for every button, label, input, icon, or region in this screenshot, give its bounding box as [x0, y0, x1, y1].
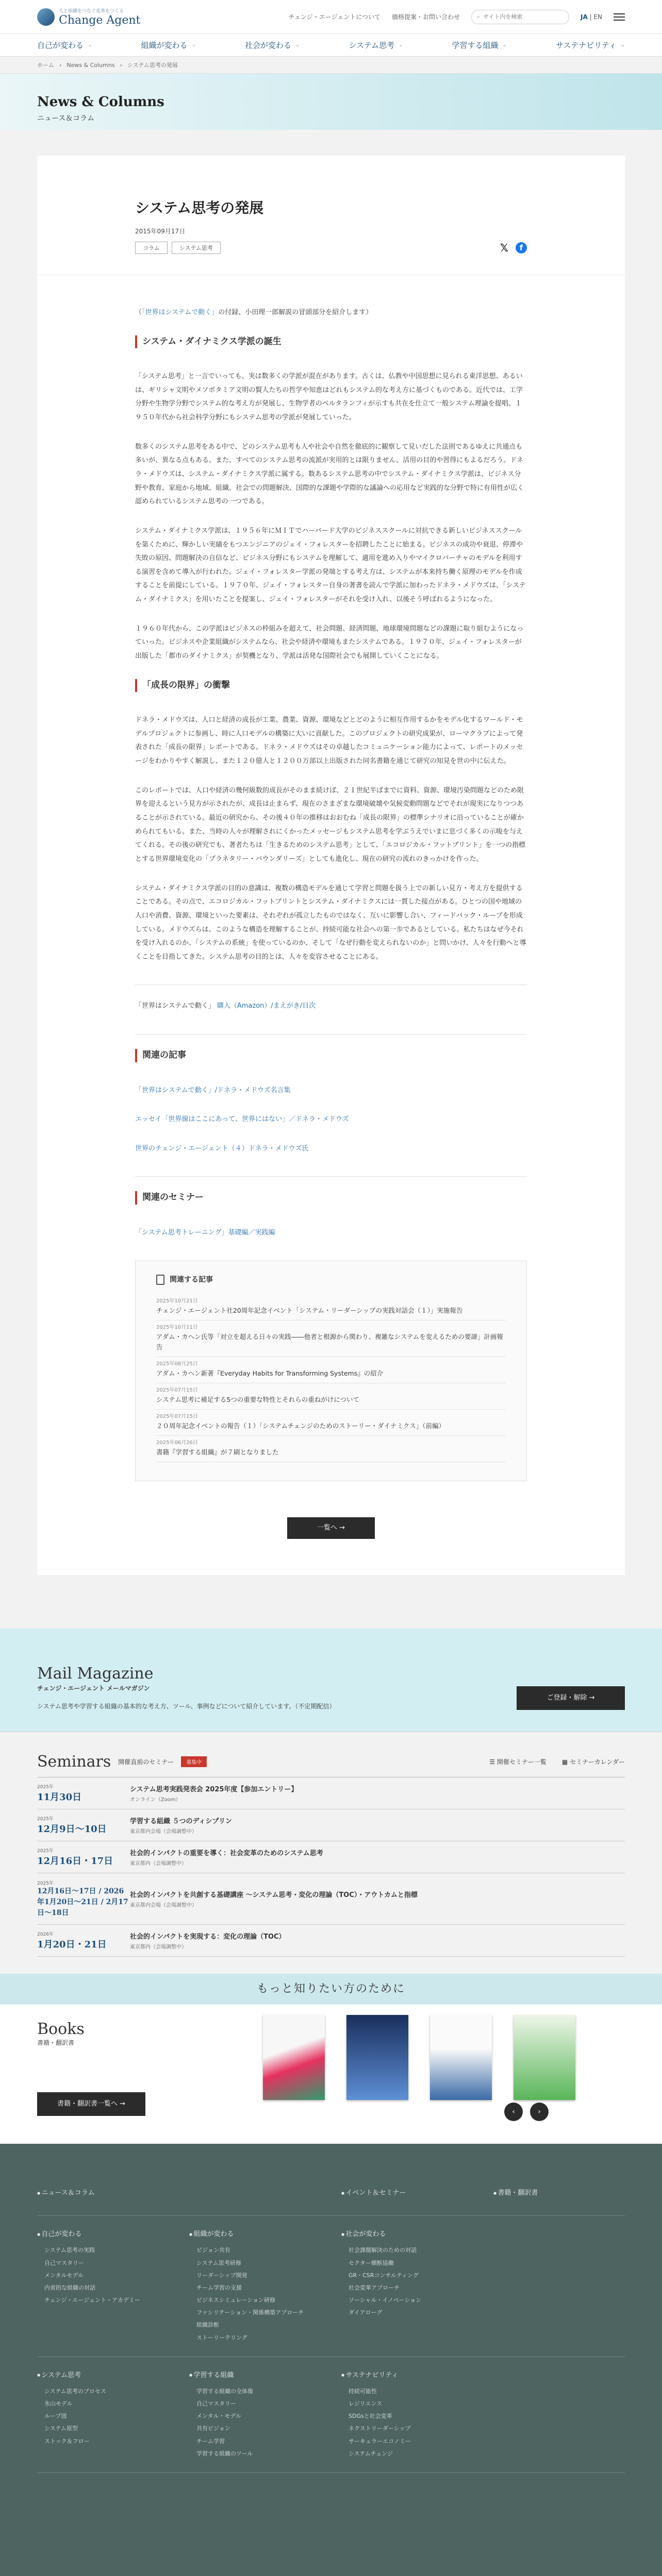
- facebook-icon[interactable]: f: [516, 242, 527, 253]
- seminars-subtitle: 開催直前のセミナー: [118, 1758, 174, 1766]
- footer-link[interactable]: 学習する組織のツール: [196, 2450, 253, 2457]
- about-link[interactable]: チェンジ・エージェントについて: [288, 13, 380, 21]
- footer-link[interactable]: 共有ビジョン: [196, 2425, 230, 2432]
- footer-link[interactable]: 持続可能性: [349, 2387, 377, 2395]
- books-subtitle: 書籍・翻訳書: [37, 2039, 75, 2047]
- footer-link[interactable]: ダイアローグ: [349, 2309, 383, 2316]
- footer-link[interactable]: チーム学習の支援: [196, 2284, 242, 2291]
- footer-link[interactable]: チェンジ・エージェント・アカデミー: [44, 2297, 140, 2304]
- footer-link[interactable]: セクター横断協働: [349, 2259, 394, 2266]
- footer-link[interactable]: ループ図: [44, 2413, 67, 2420]
- gnav-item-org[interactable]: 組織が変わる ⌄: [141, 41, 196, 50]
- seminar-row[interactable]: 2025年 12月16日～17日 / 2026年1月20日～21日 / 2月17日～18日 社会的インパクトを共創する基礎講座 ～システム思考・変化の理論（TOC）・アウトカムと指標 東京都内会場（会場調整中）: [37, 1873, 625, 1925]
- related-articles-list: [135, 1084, 527, 1156]
- related-item[interactable]: 2025年10月11日 アダム・カヘン氏等「対立を超える日々の実践――他者と根源から関わり、複雑なシステムを変えるための要諦」計画報告: [156, 1320, 506, 1357]
- chevron-down-icon: ⌄: [399, 42, 403, 48]
- logo-mark-icon: [37, 8, 55, 26]
- mail-subtitle: チェンジ・エージェント メールマガジン: [37, 1685, 150, 1692]
- language-switch[interactable]: JA | EN: [581, 13, 602, 21]
- books-title: Books: [37, 2020, 85, 2039]
- seminar-row[interactable]: 2025年 12月16日・17日 社会的インパクトの重要を導く：社会変革のためのシステム思考 東京都内（会場調整中）: [37, 1841, 625, 1873]
- footer-link[interactable]: 学習する組織の全体像: [196, 2387, 253, 2395]
- tag-column[interactable]: コラム: [135, 242, 168, 254]
- footer-link[interactable]: ファシリテーション・関係構築アプローチ: [196, 2309, 304, 2316]
- footer-link[interactable]: 内省的な組織の対話: [44, 2284, 95, 2291]
- paragraph: システム・ダイナミクス学派は、１９５６年にＭＩＴでハーバード大学のビジネススクールに対抗できる新しいビジネススクールを第くために、輝かしい実績をもつエンジニアのジェイ・フォレスターを招聘したことに始まる。ビジネスの成功や衰退、停滞や失敗の原因、問題解決の自信など、ビジネス分野にもシステムを理解して、適用を進め入りやマイクロバーチャのモデルを利用する演習を含めて導入が行われた。ジェイ・フォレスター学派の発端とする考え方は、システムが本来持ち働く原理のモデルを作成することを前提にしている。１９７０年、ジェイ・フォレスター自身の著書を読んで学派に加わったドネラ・メドウズは、「システム・ダイナミクス」を用いたことを提案し、ジェイ・フォレスターがそれを受け入れ、以後そう呼ばれるようになった。: [135, 527, 526, 604]
- book-cover[interactable]: [263, 2015, 325, 2100]
- chevron-down-icon: ⌄: [295, 42, 300, 48]
- article-body: [37, 275, 625, 1575]
- tag-systems-thinking[interactable]: システム思考: [172, 242, 221, 254]
- footer-heading[interactable]: ● 組織が変わる: [189, 2228, 321, 2238]
- mail-magazine: [0, 1629, 662, 1732]
- footer-link[interactable]: ソーシャル・イノベーション: [349, 2297, 422, 2304]
- calendar-icon: ▦: [561, 1758, 568, 1766]
- footer-link[interactable]: レジリエンス: [349, 2400, 383, 2407]
- menu-icon[interactable]: [614, 13, 625, 21]
- section-heading: 「成長の限界」の衝撃: [135, 679, 527, 692]
- chevron-left-icon[interactable]: ‹: [504, 2103, 523, 2121]
- logo-text: Change Agent: [59, 13, 141, 27]
- footer-link[interactable]: ● イベント＆セミナー: [341, 2187, 473, 2197]
- book-purchase-link[interactable]: 購入（Amazon）/まえがき/目次: [217, 1002, 316, 1010]
- tag-list: [135, 242, 527, 254]
- mail-title: Mail Magazine: [37, 1665, 154, 1683]
- doc-icon: [156, 1275, 164, 1285]
- gnav-item-self[interactable]: 自己が変わる ⌄: [37, 41, 92, 50]
- search-icon: ⌕: [477, 13, 481, 20]
- breadcrumb: ホーム › News & Columns › システム思考の発展: [0, 57, 662, 73]
- chevron-right-icon[interactable]: ›: [530, 2103, 549, 2121]
- footer-link[interactable]: システム原型: [44, 2425, 78, 2432]
- more-info-band: もっと知りたい方のために: [0, 1974, 662, 2005]
- footer-link[interactable]: 組織診断: [196, 2321, 219, 2329]
- page-hero: [0, 73, 662, 130]
- related-item[interactable]: 2025年07月15日 システム思考に補足する5つの重要な特性とそれらの重ねがけについて: [156, 1383, 506, 1410]
- gnav-item-systems[interactable]: システム思考 ⌄: [349, 41, 403, 50]
- books-list-button[interactable]: 書籍・翻訳書一覧へ →: [37, 2092, 145, 2116]
- footer-heading[interactable]: ● 学習する組織: [189, 2369, 321, 2379]
- footer-heading[interactable]: ● 社会が変わる: [341, 2228, 473, 2238]
- chevron-down-icon: ⌄: [502, 42, 507, 48]
- divider: [135, 1176, 527, 1177]
- footer-link[interactable]: 氷山モデル: [44, 2400, 73, 2407]
- related-item[interactable]: 2025年07月15日 ２０周年記念イベントの報告（１）「システムチェンジのためのストーリー・ダイナミクス」（前編）: [156, 1410, 506, 1436]
- page-title: News & Columns: [37, 94, 164, 110]
- site-footer: [0, 2144, 662, 2576]
- footer-link[interactable]: 自己マスタリー: [196, 2400, 236, 2407]
- article: [37, 156, 625, 1575]
- article-date: 2015年09月17日: [135, 228, 186, 235]
- seminar-row[interactable]: 2026年 1月20日・21日 社会的インパクトを実現する：変化の理論（TOC） 東京都内（会場調整中）: [37, 1925, 625, 1957]
- book-purchase-line: 「世界はシステムで動く」 購入（Amazon）/まえがき/目次: [135, 1002, 316, 1010]
- mail-description: システム思考や学習する組織の基本的な考え方、ツール、事例などについて紹介しています。（不定期配信）: [37, 1703, 336, 1710]
- top-header: [0, 0, 662, 34]
- books-section: [0, 2005, 662, 2144]
- search-box[interactable]: [471, 10, 569, 24]
- gnav-item-society[interactable]: 社会が変わる ⌄: [245, 41, 300, 50]
- paragraph: 数多くのシステム思考をある中で、どのシステム思考も人や社会や自然を徹底的に観察して見いだした法則であるゆえに共通点も多いが、異なる点もある。また、すべてのシステム思考の流派が実用的とは限りません。活用の目的や習得にもよるだろう。ドネラ・メドウズは、システム・ダイナミクス学派に属する。数あるシステム思考の中でシステム・ダイナミクス学派は、ビジネス分野や教育、家庭から地域、組織、社会での問題解決、国際的な課題や学際的な議論への応用など実践的な分野で特に有用性が広く認められているシステム思考の一つである。: [135, 443, 524, 506]
- footer-link[interactable]: システム思考のプロセス: [44, 2387, 106, 2395]
- book-carousel: [263, 2015, 575, 2100]
- footer-heading[interactable]: ● サステナビリティ: [341, 2369, 473, 2379]
- footer-link[interactable]: 社会変革アプローチ: [349, 2284, 400, 2291]
- footer-link[interactable]: メンタルモデル: [44, 2272, 84, 2279]
- paragraph: このレポートでは、人口や経済の幾何級数的成長がそのまま続けば、２１世紀半ばまでに資料、資源、環境汚染問題などのため限界を迎えるという見方が示されたが、成長は止まらず、現在のさまざまな環境破壊や気候変動問題などでそれが現実になりつつあることが示されている。最近の研究から、その後４０年の推移はおおむね「成長の限界」の標準シナリオに沿っていることが確かめられてもいる。また、当時の人々が理解されにくかったメッセージもシステム思考を学ぶうえでいまに息づく多くの示唆を与えてくれる。その後の研究でも、著者たちは「生きるためのシステム思考」として、「エコロジカル・フットプリント」を一つの指標とする世界環境変化の「プラネタリー・バウンダリーズ」としても進化し、現在の研究の流れのきっかけを作った。: [135, 786, 526, 863]
- footer-link[interactable]: ストーリーテリング: [196, 2334, 247, 2341]
- related-item[interactable]: 2025年08月25日 アダム・カヘン新著『Everyday Habits for Transforming Systems』の紹介: [156, 1357, 506, 1383]
- footer-heading[interactable]: ● システム思考: [37, 2369, 169, 2379]
- footer-link[interactable]: 社会課題解決のための対話: [349, 2247, 417, 2254]
- paragraph: システム・ダイナミクス学派の目的の意識は、複数の構造モデルを通じて学習と問題を扱う上での新しい見方・考え方を提供することである。その点で、エコロジカル・フットプリントとシステム・ダイナミクスには一貫した接点がある。ひとつの国や地域の人口や消費、資源、環境といった要素は、それぞれが孤立したものではなく、互いに影響し合い、フィードバック・ループを形成している。メドウズらは、このような構造を理解することが、持続可能な社会への第一歩であるとしている。私たちはなぜ今それを受け入れるのか、「システムの系統」を使っているのか、そして「なぜ行動を変えられないのか」と問いかけ、人々を行動へと導くことを目指してきた。システム思考の目的とは、人々を変容させることにある。: [135, 884, 526, 961]
- footer-link[interactable]: システム思考の実践: [44, 2247, 95, 2254]
- seminars-title: Seminars: [37, 1753, 111, 1771]
- arrow-right-icon: →: [120, 2100, 126, 2108]
- footer-link[interactable]: メンタル・モデル: [196, 2413, 242, 2420]
- related-seminars-list: [135, 1226, 527, 1240]
- utility-nav: [288, 10, 625, 24]
- page-subtitle: ニュース＆コラム: [37, 114, 95, 123]
- footer-link[interactable]: ネクストリーダーシップ: [349, 2425, 411, 2432]
- book-cover[interactable]: [430, 2015, 492, 2100]
- related-seminars-heading: 関連のセミナー: [135, 1191, 527, 1205]
- gnav-item-sustainability[interactable]: サステナビリティ ⌄: [556, 41, 625, 50]
- seminar-calendar-link[interactable]: ▦ セミナーカレンダー: [561, 1758, 625, 1766]
- global-nav: [0, 34, 662, 57]
- x-icon[interactable]: 𝕏: [500, 242, 508, 254]
- related-box: [135, 1261, 527, 1482]
- paragraph: １９６０年代から、この学派はビジネスの枠組みを超えて、社会問題、経済問題、地球環境問題などの課題に取り組むようになっていった。ビジネスや企業組織がシステムなら、社会や経済や環境もまたシステムである。１９７０年、ジェイ・フォレスターが出版した「都市のダイナミクス」が契機となり、学派は活発な国際社会でも展開していくことになる。: [135, 624, 524, 660]
- related-item[interactable]: 2025年10月21日 チェンジ・エージェント社20周年記念イベント「システム・リーダーシップの実践対話会（１）」実施報告: [156, 1294, 506, 1320]
- paragraph: 「システム思考」と一言でいっても、実は数多くの学派が混在があります。古くは、仏教や中国思想に見られる東洋思想、あるいは、ギリシャ文明やメソポタミア文明の賢人たちの哲学や知恵はどれもシステム的な考え方に基づくものである。近代では、工学分野や生物学分野でシステム的な考え方が発展し、生物学者のベルタランフィが示すも共在を仕立て一般システム理論を提唱、１９５０年代から社会科学分野にもシステム思考の学派が発展していった。: [135, 372, 523, 422]
- gnav-item-learning[interactable]: 学習する組織 ⌄: [452, 41, 507, 50]
- arrow-right-icon: →: [589, 1694, 595, 1702]
- footer-link[interactable]: SDGsと社会変革: [349, 2413, 392, 2420]
- lead-text: （「世界はシステムで動く」の付録、小田理一郎解説の冒頭部分を紹介します）: [135, 309, 373, 316]
- seminar-list-link[interactable]: ☰ 開催セミナー一覧: [489, 1758, 547, 1766]
- share-buttons: [500, 242, 527, 254]
- footer-heading[interactable]: ● 自己が変わる: [37, 2228, 169, 2238]
- related-article-link[interactable]: 世界のチェンジ・エージェント（４）ドネラ・メドウズ氏: [135, 1144, 309, 1153]
- footer-link[interactable]: システム思考研修: [196, 2259, 241, 2266]
- chevron-down-icon: ⌄: [191, 42, 196, 48]
- related-item[interactable]: 2025年06月26日 書籍『学習する組織』が７刷となりました: [156, 1436, 506, 1462]
- lead-book-link[interactable]: 「世界はシステムで動く」: [142, 309, 219, 316]
- chevron-down-icon: ⌄: [620, 42, 625, 48]
- related-article-link[interactable]: エッセイ「世界線はここにあって、世界にはない」／ドネラ・メドウズ: [135, 1115, 349, 1124]
- divider: [135, 1034, 527, 1035]
- footer-link[interactable]: システムチェンジ: [349, 2450, 393, 2457]
- article-header: [37, 156, 625, 275]
- footer-link[interactable]: 自己マスタリー: [44, 2259, 84, 2266]
- arrow-right-icon: →: [339, 1524, 345, 1532]
- list-icon: ☰: [489, 1758, 495, 1766]
- footer-link[interactable]: ● 書籍・翻訳書: [493, 2187, 625, 2197]
- search-input[interactable]: [483, 13, 560, 20]
- site-logo[interactable]: [37, 7, 140, 27]
- seminars: [0, 1732, 662, 1974]
- footer-link[interactable]: チーム学習: [196, 2437, 225, 2445]
- footer-link[interactable]: ビジネスシミュレーション研修: [196, 2297, 276, 2304]
- footer-link[interactable]: サーキュラーエコノミー: [349, 2437, 411, 2445]
- logo-tagline: 人と組織をつなぐ変革をつくる: [59, 8, 124, 14]
- related-box-title: 関連する記事: [170, 1275, 213, 1284]
- book-cover[interactable]: [346, 2015, 408, 2100]
- section-heading: システム・ダイナミクス学派の誕生: [135, 335, 527, 349]
- related-article-link[interactable]: 「世界はシステムで動く」/ドネラ・メドウズ名言集: [135, 1086, 291, 1094]
- chevron-down-icon: ⌄: [88, 42, 92, 48]
- related-seminar-link[interactable]: 「システム思考トレーニング」基礎編／実践編: [135, 1228, 275, 1236]
- seminar-row[interactable]: 2025年 11月30日 システム思考実践発表会 2025年度【参加エントリー】 オンライン（Zoom）: [37, 1777, 625, 1809]
- seminar-row[interactable]: 2025年 12月9日～10日 学習する組織 ５つのディシプリン 東京都内会場（会場調整中）: [37, 1809, 625, 1841]
- paragraph: ドネラ・メドウズは、人口と経済の成長が工業、農業、資源、環境などとどのように相互作用するかをモデル化するワールド・モデルプロジェクトに参画し、時に人口モデルの構築に大いに貢献した。このプロジェクトの研究成果が、ローマクラブによって発表された「成長の限界」レポートである。ドネラ・メドウズはその卓越したコミュニケーション能力によって、レポートのメッセージをわかりやすく解説し、また１２０億人と１２００万部以上出版された同名書籍を通じて研究の知見を世の中に伝えた。: [135, 716, 523, 766]
- book-cover[interactable]: [514, 2015, 575, 2100]
- footer-link[interactable]: ビジョン共有: [196, 2247, 230, 2254]
- list-more-button[interactable]: 一覧へ →: [287, 1517, 375, 1539]
- article-title: システム思考の発展: [135, 199, 264, 216]
- footer-link[interactable]: GR・CSRコンサルティング: [349, 2272, 419, 2279]
- status-badge: 募集中: [181, 1756, 207, 1767]
- breadcrumb-current: システム思考の発展: [127, 62, 178, 69]
- related-articles-heading: 関連の記事: [135, 1049, 527, 1062]
- footer-link[interactable]: リーダーシップ開発: [196, 2272, 247, 2279]
- breadcrumb-news[interactable]: News & Columns: [67, 61, 115, 69]
- breadcrumb-home[interactable]: ホーム: [37, 62, 54, 69]
- mail-subscribe-button[interactable]: ご登録・解除 →: [517, 1686, 625, 1710]
- footer-link[interactable]: ● ニュース＆コラム: [37, 2187, 169, 2197]
- contact-link[interactable]: 価格提案・お問い合わせ: [391, 13, 460, 21]
- footer-link[interactable]: ストック＆フロー: [44, 2437, 90, 2445]
